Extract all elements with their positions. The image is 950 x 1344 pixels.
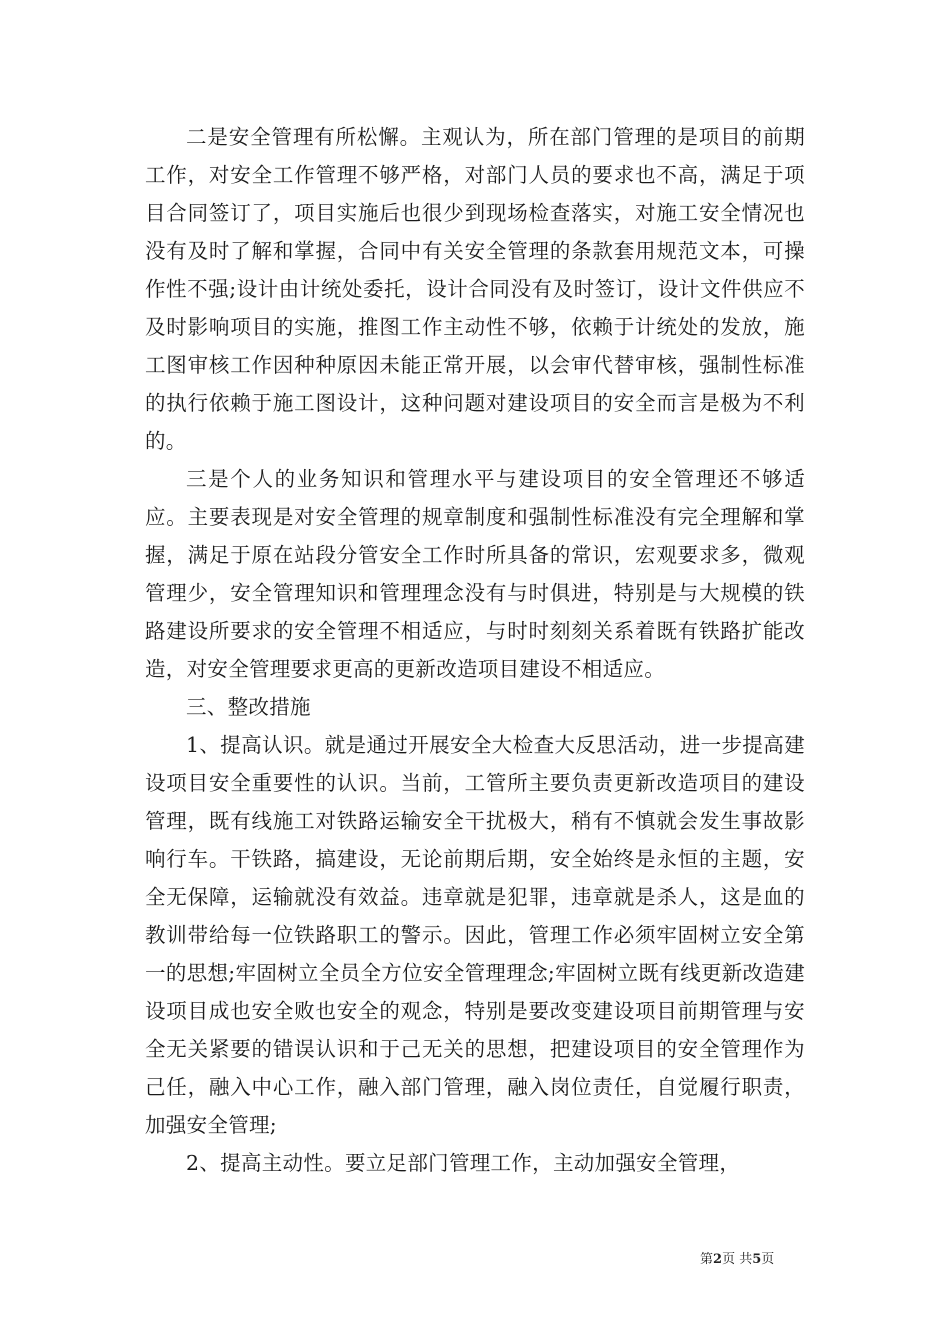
page-number-footer [700, 1248, 840, 1267]
footer-total-pages: 5 [752, 1252, 762, 1267]
section-heading-rectification: 三、整改措施 [186, 695, 311, 719]
paragraph-raise-initiative: 2、提高主动性。要立足部门管理工作，主动加强安全管理， [186, 1151, 741, 1175]
paragraph-knowledge-gap: 三是个人的业务知识和管理水平与建设项目的安全管理还不够适应。主要表现是对安全管理的规章制度和强制性标准没有完全理解和掌握，满足于原在站段分管安全工作时所具备的常识，宏观要求多，微观管理少，安全管理知识和管理理念没有与时俱进，特别是与大规模的铁路建设所要求的安全管理不相适应，与时时刻刻关系着既有铁路扩能改造，对安全管理要求更高的更新改造项目建设不相适应。 [145, 467, 805, 681]
paragraph-raise-awareness: 1、提高认识。就是通过开展安全大检查大反思活动，进一步提高建设项目安全重要性的认识。当前，工管所主要负责更新改造项目的建设管理，既有线施工对铁路运输安全干扰极大，稍有不慎就会发生事故影响行车。干铁路，搞建设，无论前期后期，安全始终是永恒的主题，安全无保障，运输就没有效益。违章就是犯罪，违章就是杀人，这是血的教训带给每一位铁路职工的警示。因此，管理工作必须牢固树立安全第一的思想;牢固树立全员全方位安全管理理念;牢固树立既有线更新改造建设项目成也安全败也安全的观念，特别是要改变建设项目前期管理与安全无关紧要的错误认识和于己无关的思想，把建设项目的安全管理作为己任，融入中心工作，融入部门管理，融入岗位责任，自觉履行职责，加强安全管理; [145, 733, 805, 1137]
footer-suffix: 页 [761, 1252, 775, 1267]
footer-prefix: 第 [700, 1252, 714, 1267]
paragraph-safety-lax: 二是安全管理有所松懈。主观认为，所在部门管理的是项目的前期工作，对安全工作管理不够严格，对部门人员的要求也不高，满足于项目合同签订了，项目实施后也很少到现场检查落实，对施工安全情况也没有及时了解和掌握，合同中有关安全管理的条款套用规范文本，可操作性不强;设计由计统处委托，设计合同没有及时签订，设计文件供应不及时影响项目的实施，推图工作主动性不够，依赖于计统处的发放，施工图审核工作因种种原因未能正常开展，以会审代替审核，强制性标准的执行依赖于施工图设计，这种问题对建设项目的安全而言是极为不利的。 [145, 125, 805, 453]
footer-current-page: 2 [713, 1252, 723, 1267]
footer-middle: 页 共 [722, 1252, 753, 1267]
document-body [145, 118, 805, 1182]
